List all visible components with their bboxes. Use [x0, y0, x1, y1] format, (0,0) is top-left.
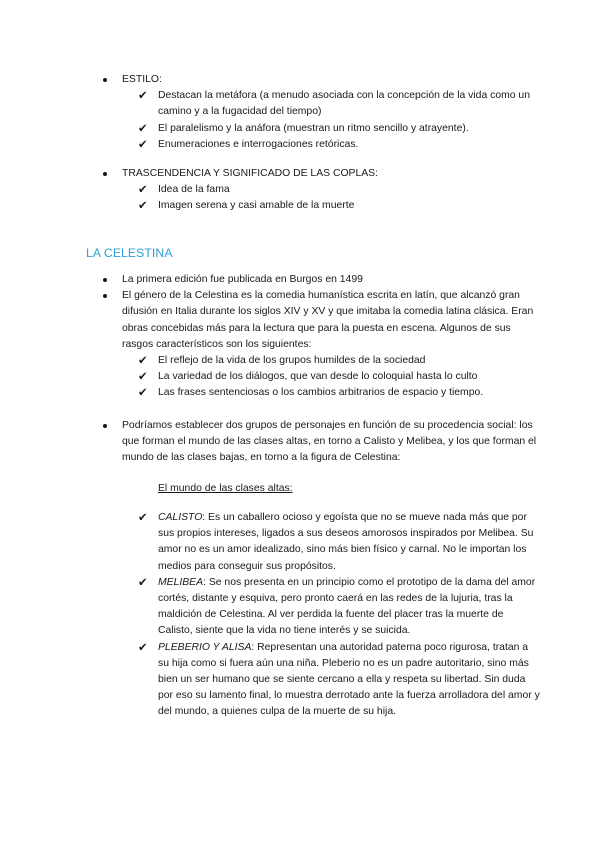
personajes-intro: [0, 418, 600, 467]
trascendencia-bullet: [0, 166, 600, 182]
list-item: ✔ El reflejo de la vida de los grupos humildes de la sociedad: [0, 353, 600, 369]
checkmark-icon: ✔: [138, 576, 148, 589]
checkmark-icon: ✔: [138, 200, 148, 213]
checkmark-icon: ✔: [138, 387, 148, 400]
estilo-title: ESTILO:: [122, 74, 162, 85]
list-item: ✔ Las frases sentenciosas o los cambios arbitrarios de espacio y tiempo.: [0, 385, 600, 401]
checkmark-icon: ✔: [138, 355, 148, 368]
paragraph-bullet: Podríamos establecer dos grupos de personajes en función de su procedencia social: los que forman el mundo de las clases altas, en torno a Calisto y Melibea, y los que forman el mundo de las clases bajas, en torno a la figura de Celestina:: [0, 418, 600, 467]
celestina-section: [0, 272, 600, 402]
list-item: ✔ La variedad de los diálogos, que van desde lo coloquial hasta lo culto: [0, 369, 600, 385]
list-item: ✔ MELIBEA: Se nos presenta en un principio como el prototipo de la dama del amor cortés, distante y esquiva, pero pronto caerá en las redes de la lujuria, tras la maldición de Celestina. Al ver perdida la fuente del placer tras la muerte de Calisto, siente que la vida no tiene interés y se suicida.: [138, 576, 536, 637]
list-item: ✔ El paralelismo y la anáfora (muestran un ritmo sencillo y atrayente).: [0, 121, 600, 137]
personajes-list: [0, 510, 600, 721]
checkmark-icon: ✔: [138, 184, 148, 197]
list-item: ✔ Idea de la fama: [0, 182, 600, 198]
rasgos-list: [0, 353, 600, 402]
list-item: ✔ Destacan la metáfora (a menudo asociada con la concepción de la vida como un camino y a la fugacidad del tiempo): [138, 90, 530, 118]
checkmark-icon: ✔: [138, 512, 148, 524]
trascendencia-section: [0, 166, 600, 215]
estilo-bullet: [0, 72, 600, 88]
checkmark-icon: ✔: [138, 90, 148, 103]
paragraph-bullet: La primera edición fue publicada en Burgos en 1499: [0, 272, 600, 288]
estilo-list: [0, 88, 600, 153]
estilo-section: [0, 72, 600, 153]
list-item: ✔ CALISTO: Es un caballero ocioso y egoísta que no se mueve nada más que por sus propios intereses, ligados a sus deseos amorosos inspirados por Melibea. Su amor no es un amor idealizado, sino más bien físico y carnal. No le importan los medios para conseguir sus propósitos.: [138, 512, 534, 572]
subsection-title: El mundo de las clases altas:: [158, 483, 293, 494]
trascendencia-title: TRASCENDENCIA Y SIGNIFICADO DE LAS COPLAS:: [122, 168, 378, 179]
checkmark-icon: ✔: [138, 371, 148, 384]
trascendencia-list: [0, 182, 600, 214]
list-item: ✔ Enumeraciones e interrogaciones retóricas.: [0, 137, 600, 153]
list-item: ✔ PLEBERIO Y ALISA: Representan una autoridad paterna poco rigurosa, tratan a su hija como si fuera aún una niña. Pleberio no es un padre autoritario, sino más bien un ser humano que se siente cercano a ella y respeta su libertad. Sin duda por eso su lamento final, lo muestra derrotado ante la fuerza arrolladora del amor y del mundo, a quienes culpa de la muerte de su hija.: [138, 641, 540, 718]
checkmark-icon: ✔: [138, 641, 148, 654]
list-item: ✔ Imagen serena y casi amable de la muerte: [0, 198, 600, 214]
checkmark-icon: ✔: [138, 122, 148, 135]
section-heading: LA CELESTINA: [86, 246, 173, 260]
checkmark-icon: ✔: [138, 138, 148, 151]
paragraph-bullet: El género de la Celestina es la comedia humanística escrita en latín, que alcanzó gran difusión en Italia durante los siglos XIV y XV y que imitaba la comedia latina clásica. Eran obras concebidas más para la lectura que para la puesta en escena. Algunos de sus rasgos característicos son los siguientes:: [0, 288, 600, 353]
